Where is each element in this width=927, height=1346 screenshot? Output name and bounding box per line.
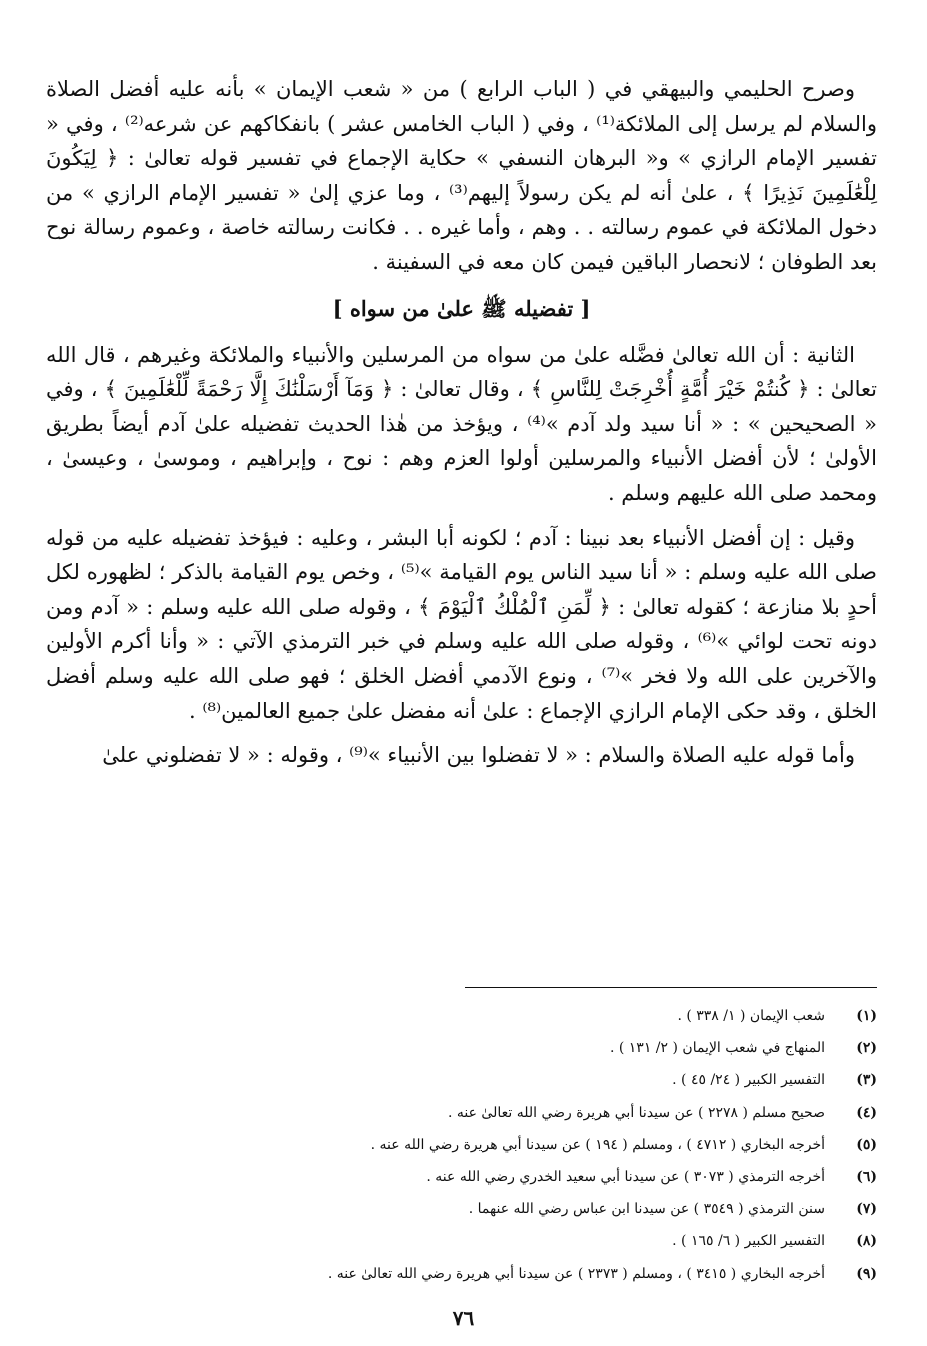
footnote-text: صحيح مسلم ( ٢٢٧٨ ) عن سيدنا أبي هريرة رضي الله تعالىٰ عنه . [448, 1104, 825, 1121]
footnote-number: (٣) [856, 1072, 877, 1089]
footnote-number: (٩) [856, 1265, 877, 1282]
paragraph-1: وصرح الحليمي والبيهقي في ( الباب الرابع ) من « شعب الإيمان » بأنه عليه أفضل الصلاة والسلام لم يرسل إلى الملائكة⁽¹⁾ ، وفي ( الباب الخامس عشر ) بانفكاكهم عن شرعه⁽²⁾ ، وفي « تفسير الإمام الرازي » و« البرهان النسفي » حكاية الإجماع في تفسير قوله تعالىٰ : ﴿ لِيَكُونَ لِلْعَٰلَمِينَ نَذِيرًا ﴾ ، علىٰ أنه لم يكن رسولاً إليهم⁽³⁾ ، وما عزي إلىٰ « تفسير الإمام الرازي » من دخول الملائكة في عموم رسالته . . وهم ، وأما غيره . . فكانت رسالته خاصة ، وعموم رسالة نوح بعد الطوفان ؛ لانحصار الباقين فيمن كان معه في السفينة . [46, 77, 877, 274]
footnote-item [47, 1225, 877, 1257]
footnote-item [47, 1032, 877, 1064]
footnote-number: (٥) [856, 1136, 877, 1153]
footnote-text: أخرجه البخاري ( ٣٤١٥ ) ، ومسلم ( ٢٣٧٣ ) عن سيدنا أبي هريرة رضي الله تعالىٰ عنه . [327, 1265, 825, 1282]
footnote-number: (٤) [856, 1104, 877, 1121]
page-number: ٧٦ [452, 1306, 475, 1330]
footnote-number: (٨) [856, 1233, 877, 1250]
footnote-item [47, 1097, 877, 1129]
footnote-item [47, 1064, 877, 1096]
paragraph-4: وأما قوله عليه الصلاة والسلام : « لا تفضلوا بين الأنبياء »⁽⁹⁾ ، وقوله : « لا تفضلوني علىٰ [102, 743, 855, 768]
footnote-item [47, 1258, 877, 1290]
footnote-text: المنهاج في شعب الإيمان ( ٢/ ١٣١ ) . [609, 1040, 825, 1057]
footnote-text: شعب الإيمان ( ١/ ٣٣٨ ) . [677, 1008, 825, 1024]
footnote-number: (٧) [856, 1201, 877, 1218]
footnote-item [47, 1161, 877, 1193]
paragraph-3: وقيل : إن أفضل الأنبياء بعد نبينا : آدم ؛ لكونه أبا البشر ، وعليه : فيؤخذ تفضيله عليه من قوله صلى الله عليه وسلم : « أنا سيد الناس يوم القيامة »⁽⁵⁾ ، وخص يوم القيامة بالذكر ؛ لظهوره لكل أحدٍ بلا منازعة ؛ كقوله تعالىٰ : ﴿ لِّمَنِ ٱلْمُلْكُ ٱلْيَوْمَ ﴾ ، وقوله صلى الله عليه وسلم : « آدم ومن دونه تحت لوائي »⁽⁶⁾ ، وقوله صلى الله عليه وسلم في خبر الترمذي الآتي : « وأنا أكرم الأولين والآخرين على الله ولا فخر »⁽⁷⁾ ، ونوع الآدمي أفضل الخلق ؛ فهو صلى الله عليه وسلم أفضل الخلق ، وقد حكى الإمام الرازي الإجماع : علىٰ أنه مفضل علىٰ جميع العالمين⁽⁸⁾ . [46, 525, 877, 723]
footnote-text: أخرجه البخاري ( ٤٧١٢ ) ، ومسلم ( ١٩٤ ) عن سيدنا أبي هريرة رضي الله عنه . [370, 1136, 825, 1153]
footnote-divider [465, 987, 877, 988]
footnote-number: (١) [856, 1008, 877, 1024]
footnote-item [47, 1129, 877, 1161]
footnote-item [47, 1000, 877, 1032]
footnote-number: (٢) [856, 1040, 877, 1057]
main-text [46, 72, 877, 773]
footnotes-list [47, 1000, 877, 1290]
paragraph-2: الثانية : أن الله تعالىٰ فضَّله علىٰ من سواه من المرسلين والأنبياء والملائكة وغيرهم ، قال الله تعالىٰ : ﴿ كُنتُمْ خَيْرَ أُمَّةٍ أُخْرِجَتْ لِلنَّاسِ ﴾ ، وقال تعالىٰ : ﴿ وَمَآ أَرْسَلْنَٰكَ إِلَّا رَحْمَةً لِّلْعَٰلَمِينَ ﴾ ، وفي « الصحيحين » : « أنا سيد ولد آدم »⁽⁴⁾ ، ويؤخذ من هٰذا الحديث تفضيله علىٰ آدم أيضاً بطريق الأولىٰ ؛ لأن أفضل الأنبياء والمرسلين أولوا العزم وهم : نوح ، وإبراهيم ، وموسىٰ ، وعيسىٰ ، ومحمد صلى الله عليهم وسلم . [46, 342, 877, 505]
footnote-text: سنن الترمذي ( ٣٥٤٩ ) عن سيدنا ابن عباس رضي الله عنهما . [468, 1201, 825, 1218]
section-heading: [ تفضيله ﷺ علىٰ من سواه ] [332, 295, 591, 321]
footnote-text: التفسير الكبير ( ٢٤/ ٤٥ ) . [672, 1072, 825, 1089]
footnote-item [47, 1193, 877, 1225]
footnote-text: التفسير الكبير ( ٦/ ١٦٥ ) . [672, 1233, 825, 1250]
footnote-number: (٦) [856, 1168, 877, 1185]
footnote-text: أخرجه الترمذي ( ٣٠٧٣ ) عن سيدنا أبي سعيد الخدري رضي الله عنه . [426, 1168, 825, 1185]
